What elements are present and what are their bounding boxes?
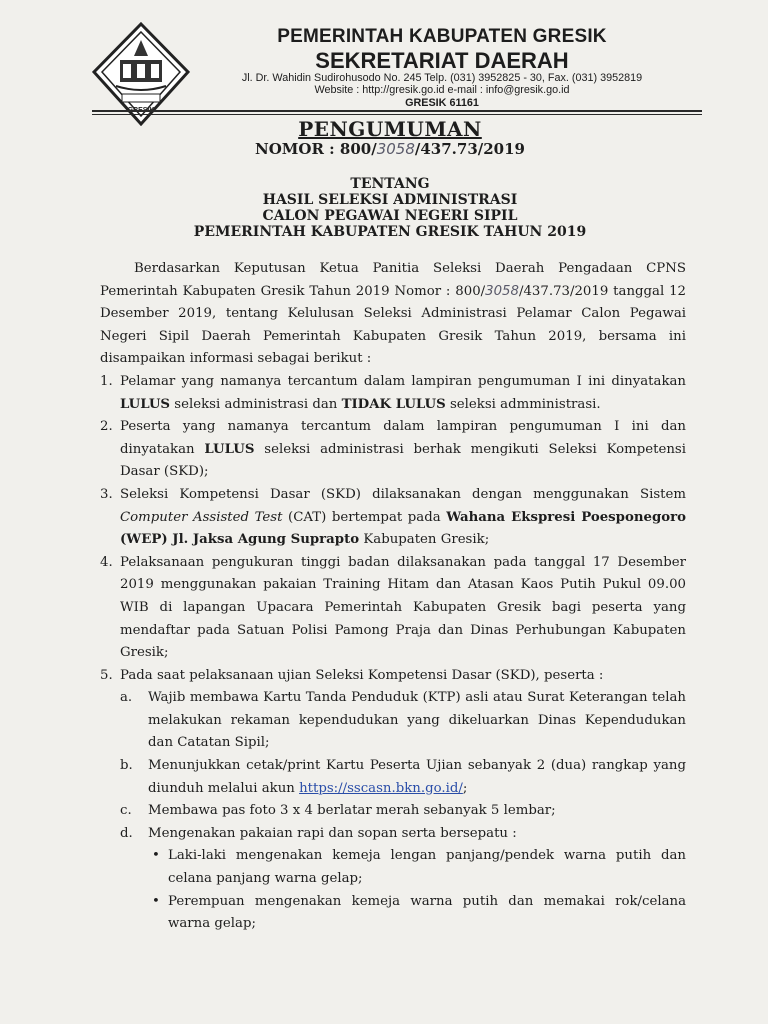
letterhead-government: PEMERINTAH KABUPATEN GRESIK (277, 26, 607, 47)
list-item-1 (100, 371, 686, 416)
bullet-text: Perempuan mengenakan kemeja warna putih dan memakai rok/celana warna gelap; (168, 893, 686, 932)
list-item-2 (100, 416, 686, 484)
bullet-icon: • (152, 848, 160, 864)
intro-text-b: /437.73/2019 tanggal 12 Desember 2019, tentang Kelulusan Seleksi Administrasi Pelamar Calon Pegawai Negeri Sipil Daerah Pemerintah Kabupaten Gresik Tahun 2019, bersama ini disampaikan informasi sebagai berikut : (100, 283, 686, 367)
number-handwritten: 3058 (376, 140, 415, 158)
sub-item-text: Wajib membawa Kartu Tanda Penduduk (KTP) asli atau Surat Keterangan telah melakukan rekaman kependudukan yang dikeluarkan Dinas Kependudukan dan Catatan Sipil; (148, 690, 686, 751)
sub-item-text: Menunjukkan cetak/print Kartu Peserta Ujian sebanyak 2 (dua) rangkap yang diunduh melalui akun (148, 758, 686, 796)
sub-item-d (120, 823, 686, 936)
sscasn-link[interactable]: https://sscasn.bkn.go.id/ (299, 780, 463, 796)
bullet-list (148, 845, 686, 935)
numbered-list (100, 371, 686, 936)
sub-item-b (120, 755, 686, 800)
bold-tidak-lulus: TIDAK LULUS (341, 396, 446, 412)
sub-item-text: Mengenakan pakaian rapi dan sopan serta bersepatu : (148, 825, 517, 841)
item-text: Kabupaten Gresik; (359, 532, 490, 548)
bold-lulus: LULUS (204, 441, 255, 457)
item-number: 3. (100, 486, 113, 502)
sub-item-letter: c. (120, 803, 132, 819)
list-item-3 (100, 484, 686, 552)
bullet-item-women (148, 891, 686, 936)
sub-item-a (120, 687, 686, 755)
letterhead-address: Jl. Dr. Wahidin Sudirohusodo No. 245 Telp. (031) 3952825 - 30, Fax. (031) 3952819 (241, 72, 643, 84)
intro-handwritten-number: 3058 (485, 283, 519, 299)
item-text: Pelaksanaan pengukuran tinggi badan dilaksanakan pada tanggal 17 Desember 2019 menggunakan pakaian Training Hitam dan Atasan Kaos Putih Pukul 09.00 WIB di lapangan Upacara Pemerintah Kabupaten Gresik bagi peserta yang mendaftar pada Satuan Polisi Pamong Praja dan Dinas Perhubungan Kabupaten Gresik; (120, 554, 686, 661)
item-number: 4. (100, 554, 113, 570)
bullet-item-men (148, 845, 686, 890)
sub-item-letter: d. (120, 825, 133, 841)
bullet-icon: • (152, 893, 160, 909)
item-text: Seleksi Kompetensi Dasar (SKD) dilaksanakan dengan menggunakan Sistem (120, 486, 686, 502)
bullet-text: Laki-laki mengenakan kemeja lengan panjang/pendek warna putih dan celana panjang warna gelap; (168, 848, 686, 887)
sub-item-text: Membawa pas foto 3 x 4 berlatar merah sebanyak 5 lembar; (148, 803, 556, 819)
letterhead-rule-thin (92, 114, 702, 115)
bold-lulus: LULUS (120, 396, 171, 412)
announcement-title: PENGUMUMAN (298, 117, 482, 141)
list-item-4 (100, 552, 686, 665)
letterhead-secretariat: SEKRETARIAT DAERAH (315, 48, 569, 73)
item-text: Peserta yang namanya tercantum dalam lampiran pengumuman I ini dan dinyatakan (120, 419, 686, 457)
intro-text-a: Berdasarkan Keputusan Ketua Panitia Seleksi Daerah Pengadaan CPNS Pemerintah Kabupaten Gresik Tahun 2019 Nomor : 800/ (100, 261, 686, 299)
subject-line-2: CALON PEGAWAI NEGERI SIPIL (262, 208, 518, 224)
sub-item-letter: a. (120, 690, 133, 706)
item-text: Pelamar yang namanya tercantum dalam lampiran pengumuman I ini dinyatakan (120, 373, 686, 389)
subject-line-3: PEMERINTAH KABUPATEN GRESIK TAHUN 2019 (193, 224, 587, 240)
sub-item-letter: b. (120, 758, 133, 774)
item-text: Pada saat pelaksanaan ujian Seleksi Kompetensi Dasar (SKD), peserta : (120, 667, 604, 683)
item-number: 2. (100, 419, 113, 435)
italic-cat: Computer Assisted Test (120, 509, 283, 525)
announcement-body (100, 258, 686, 936)
letterhead-contact: Website : http://gresik.go.id e-mail : info@gresik.go.id (314, 84, 570, 96)
letterhead-city: GRESIK 61161 (405, 97, 479, 109)
intro-paragraph (100, 258, 686, 371)
item-number: 5. (100, 667, 113, 683)
item-text: seleksi admministrasi. (445, 396, 601, 412)
sub-item-text: ; (462, 780, 468, 796)
subject-line-1: HASIL SELEKSI ADMINISTRASI (262, 192, 518, 208)
item-number: 1. (100, 373, 113, 389)
sub-item-c (120, 800, 686, 823)
letterhead-rule-thick (92, 110, 702, 112)
list-item-5 (100, 665, 686, 936)
item-text: (CAT) bertempat pada (282, 509, 447, 525)
announcement-number (60, 140, 720, 158)
number-suffix: /437.73/2019 (414, 140, 525, 158)
bold-venue: Wahana Ekspresi Poesponegoro (WEP) Jl. Jaksa Agung Suprapto (120, 509, 686, 548)
sub-list (120, 687, 686, 936)
item-text: seleksi administrasi berhak mengikuti Seleksi Kompetensi Dasar (SKD); (120, 441, 686, 480)
about-heading: TENTANG (350, 176, 430, 192)
number-prefix: NOMOR : 800/ (255, 140, 377, 158)
item-text: seleksi administrasi dan (170, 396, 342, 412)
